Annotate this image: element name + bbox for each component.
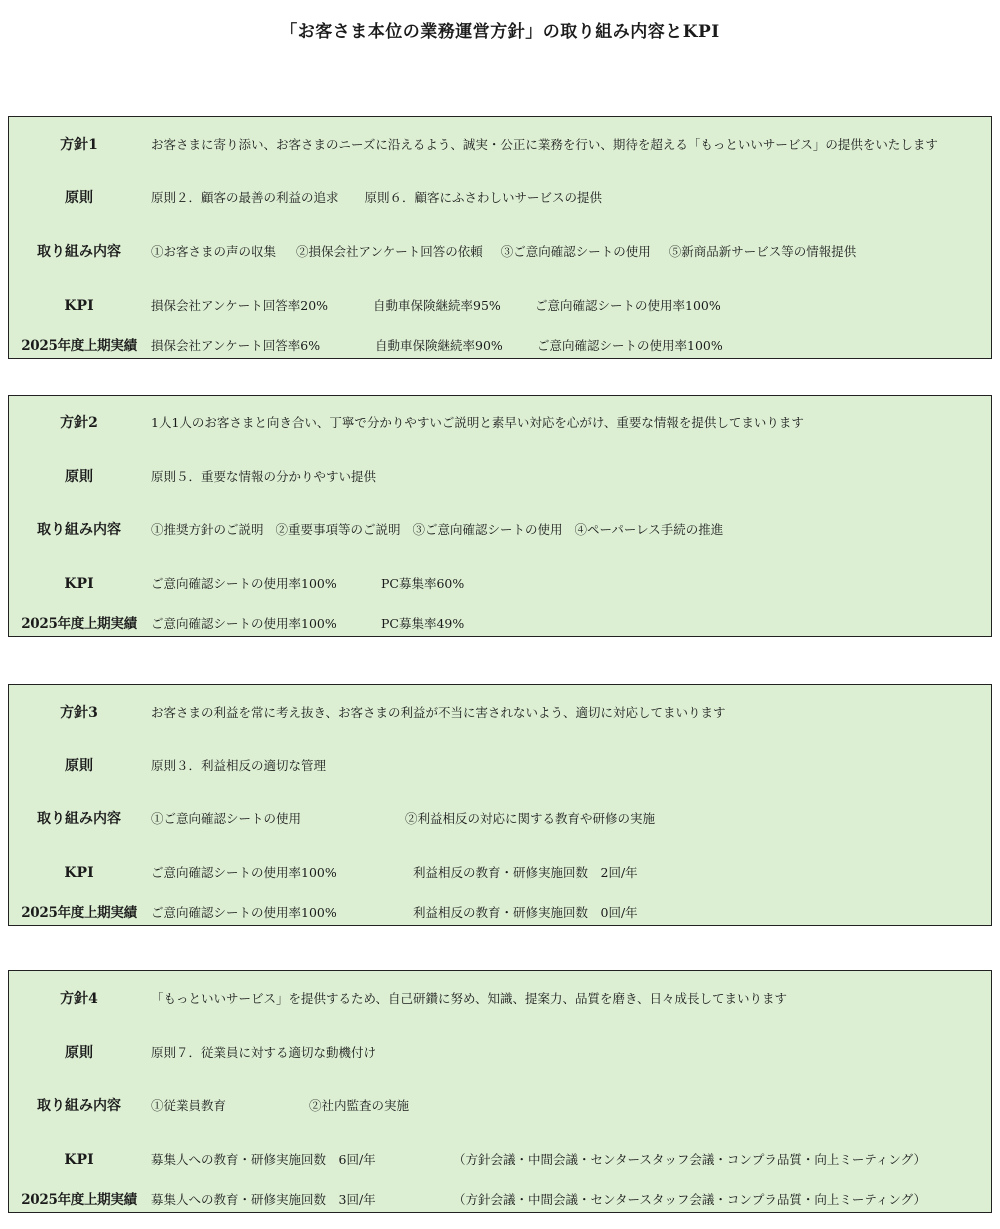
actions-row [9,242,991,262]
kpi-item: PC募集率60% [381,576,465,591]
principle-row [9,1043,991,1063]
actions-row [9,520,991,540]
kpi-item: （方針会議・中間会議・センタースタッフ会議・コンプラ品質・向上ミーティング） [453,1152,927,1167]
result-item: （方針会議・中間会議・センタースタッフ会議・コンプラ品質・向上ミーティング） [453,1192,927,1207]
result-item: ご意向確認シートの使用率100% [537,338,723,353]
kpi-row [9,1150,991,1170]
policy-label: 方針4 [60,991,98,1007]
actions-label: 取り組み内容 [37,244,121,260]
actions-label: 取り組み内容 [37,522,121,538]
principle-values [151,1043,985,1063]
result-values [151,614,985,634]
actions-label: 取り組み内容 [37,1098,121,1114]
kpi-row [9,574,991,594]
actions-values [151,520,985,540]
policy-block-2 [8,395,992,637]
kpi-item: 損保会社アンケート回答率20% [151,298,329,313]
result-label: 2025年度上期実績 [21,616,137,632]
page-title: 「お客さま本位の業務運営方針」の取り組み内容とKPI [280,22,720,42]
action-item: ②重要事項等のご説明 [275,522,401,537]
result-label: 2025年度上期実績 [21,1192,137,1208]
actions-values [151,242,985,262]
principle-item: 原則５．重要な情報の分かりやすい提供 [151,469,377,484]
result-row [9,336,991,356]
principle-values [151,467,985,487]
result-item: PC募集率49% [381,616,465,631]
result-row [9,614,991,634]
policy-row [9,703,991,723]
principle-item: 原則６．顧客にふさわしいサービスの提供 [364,190,603,205]
policy-label: 方針2 [60,415,98,431]
principle-item: 原則７．従業員に対する適切な動機付け [151,1045,377,1060]
policy-row [9,989,991,1009]
action-item: ①推奨方針のご説明 [151,522,264,537]
kpi-item: ご意向確認シートの使用率100% [151,576,337,591]
policy-block-3 [8,684,992,926]
kpi-values [151,574,985,594]
kpi-item: ご意向確認シートの使用率100% [535,298,721,313]
principle-row [9,467,991,487]
policy-row [9,413,991,433]
action-item: ①お客さまの声の収集 [151,244,277,259]
result-label: 2025年度上期実績 [21,905,137,921]
principle-item: 原則３．利益相反の適切な管理 [151,758,327,773]
principle-label: 原則 [65,1045,93,1061]
action-item: ②利益相反の対応に関する教育や研修の実施 [405,811,656,826]
principle-item: 原則２．顧客の最善の利益の追求 [151,190,339,205]
actions-row [9,809,991,829]
kpi-values [151,1150,985,1170]
actions-label: 取り組み内容 [37,811,121,827]
result-values [151,903,985,923]
actions-values [151,809,985,829]
action-item: ①ご意向確認シートの使用 [151,811,302,826]
kpi-item: 利益相反の教育・研修実施回数 2回/年 [413,865,638,880]
action-item: ③ご意向確認シートの使用 [500,244,651,259]
policy-label: 方針1 [60,137,98,153]
result-values [151,1190,985,1210]
action-item: ③ご意向確認シートの使用 [412,522,563,537]
action-item: ④ペーパーレス手続の推進 [574,522,724,537]
principle-values [151,188,985,208]
kpi-label: KPI [64,298,94,314]
policy-block-4 [8,970,992,1213]
kpi-label: KPI [64,1152,94,1168]
kpi-item: 自動車保険継続率95% [373,298,501,313]
principle-row [9,756,991,776]
result-item: 募集人への教育・研修実施回数 3回/年 [151,1192,376,1207]
kpi-values [151,863,985,883]
policy-statement: 「もっといいサービス」を提供するため、自己研鑽に努め、知識、提案力、品質を磨き、日々成長してまいります [151,991,788,1006]
policy-block-1 [8,116,992,359]
kpi-values [151,296,985,316]
result-row [9,1190,991,1210]
result-label: 2025年度上期実績 [21,338,137,354]
policy-statement: 1人1人のお客さまと向き合い、丁寧で分かりやすいご説明と素早い対応を心がけ、重要な情報を提供してまいります [151,415,804,430]
result-item: 利益相反の教育・研修実施回数 0回/年 [413,905,638,920]
actions-values [151,1096,985,1116]
kpi-item: 募集人への教育・研修実施回数 6回/年 [151,1152,376,1167]
result-row [9,903,991,923]
principle-row [9,188,991,208]
actions-row [9,1096,991,1116]
policy-statement: お客さまの利益を常に考え抜き、お客さまの利益が不当に害されないよう、適切に対応してまいります [151,705,726,720]
kpi-label: KPI [64,576,94,592]
result-values [151,336,985,356]
principle-label: 原則 [65,469,93,485]
kpi-item: ご意向確認シートの使用率100% [151,865,337,880]
result-item: 損保会社アンケート回答率6% [151,338,321,353]
result-item: ご意向確認シートの使用率100% [151,616,337,631]
principle-values [151,756,985,776]
action-item: ②社内監査の実施 [309,1098,410,1113]
action-item: ①従業員教育 [151,1098,227,1113]
policy-label: 方針3 [60,705,98,721]
policy-statement: お客さまに寄り添い、お客さまのニーズに沿えるよう、誠実・公正に業務を行い、期待を超える「もっといいサービス」の提供をいたします [151,137,938,152]
result-item: ご意向確認シートの使用率100% [151,905,337,920]
result-item: 自動車保険継続率90% [375,338,503,353]
policy-row [9,135,991,155]
kpi-label: KPI [64,865,94,881]
principle-label: 原則 [65,190,93,206]
action-item: ⑤新商品新サービス等の情報提供 [668,244,857,259]
action-item: ②損保会社アンケート回答の依頼 [296,244,483,259]
kpi-row [9,296,991,316]
principle-label: 原則 [65,758,93,774]
kpi-row [9,863,991,883]
